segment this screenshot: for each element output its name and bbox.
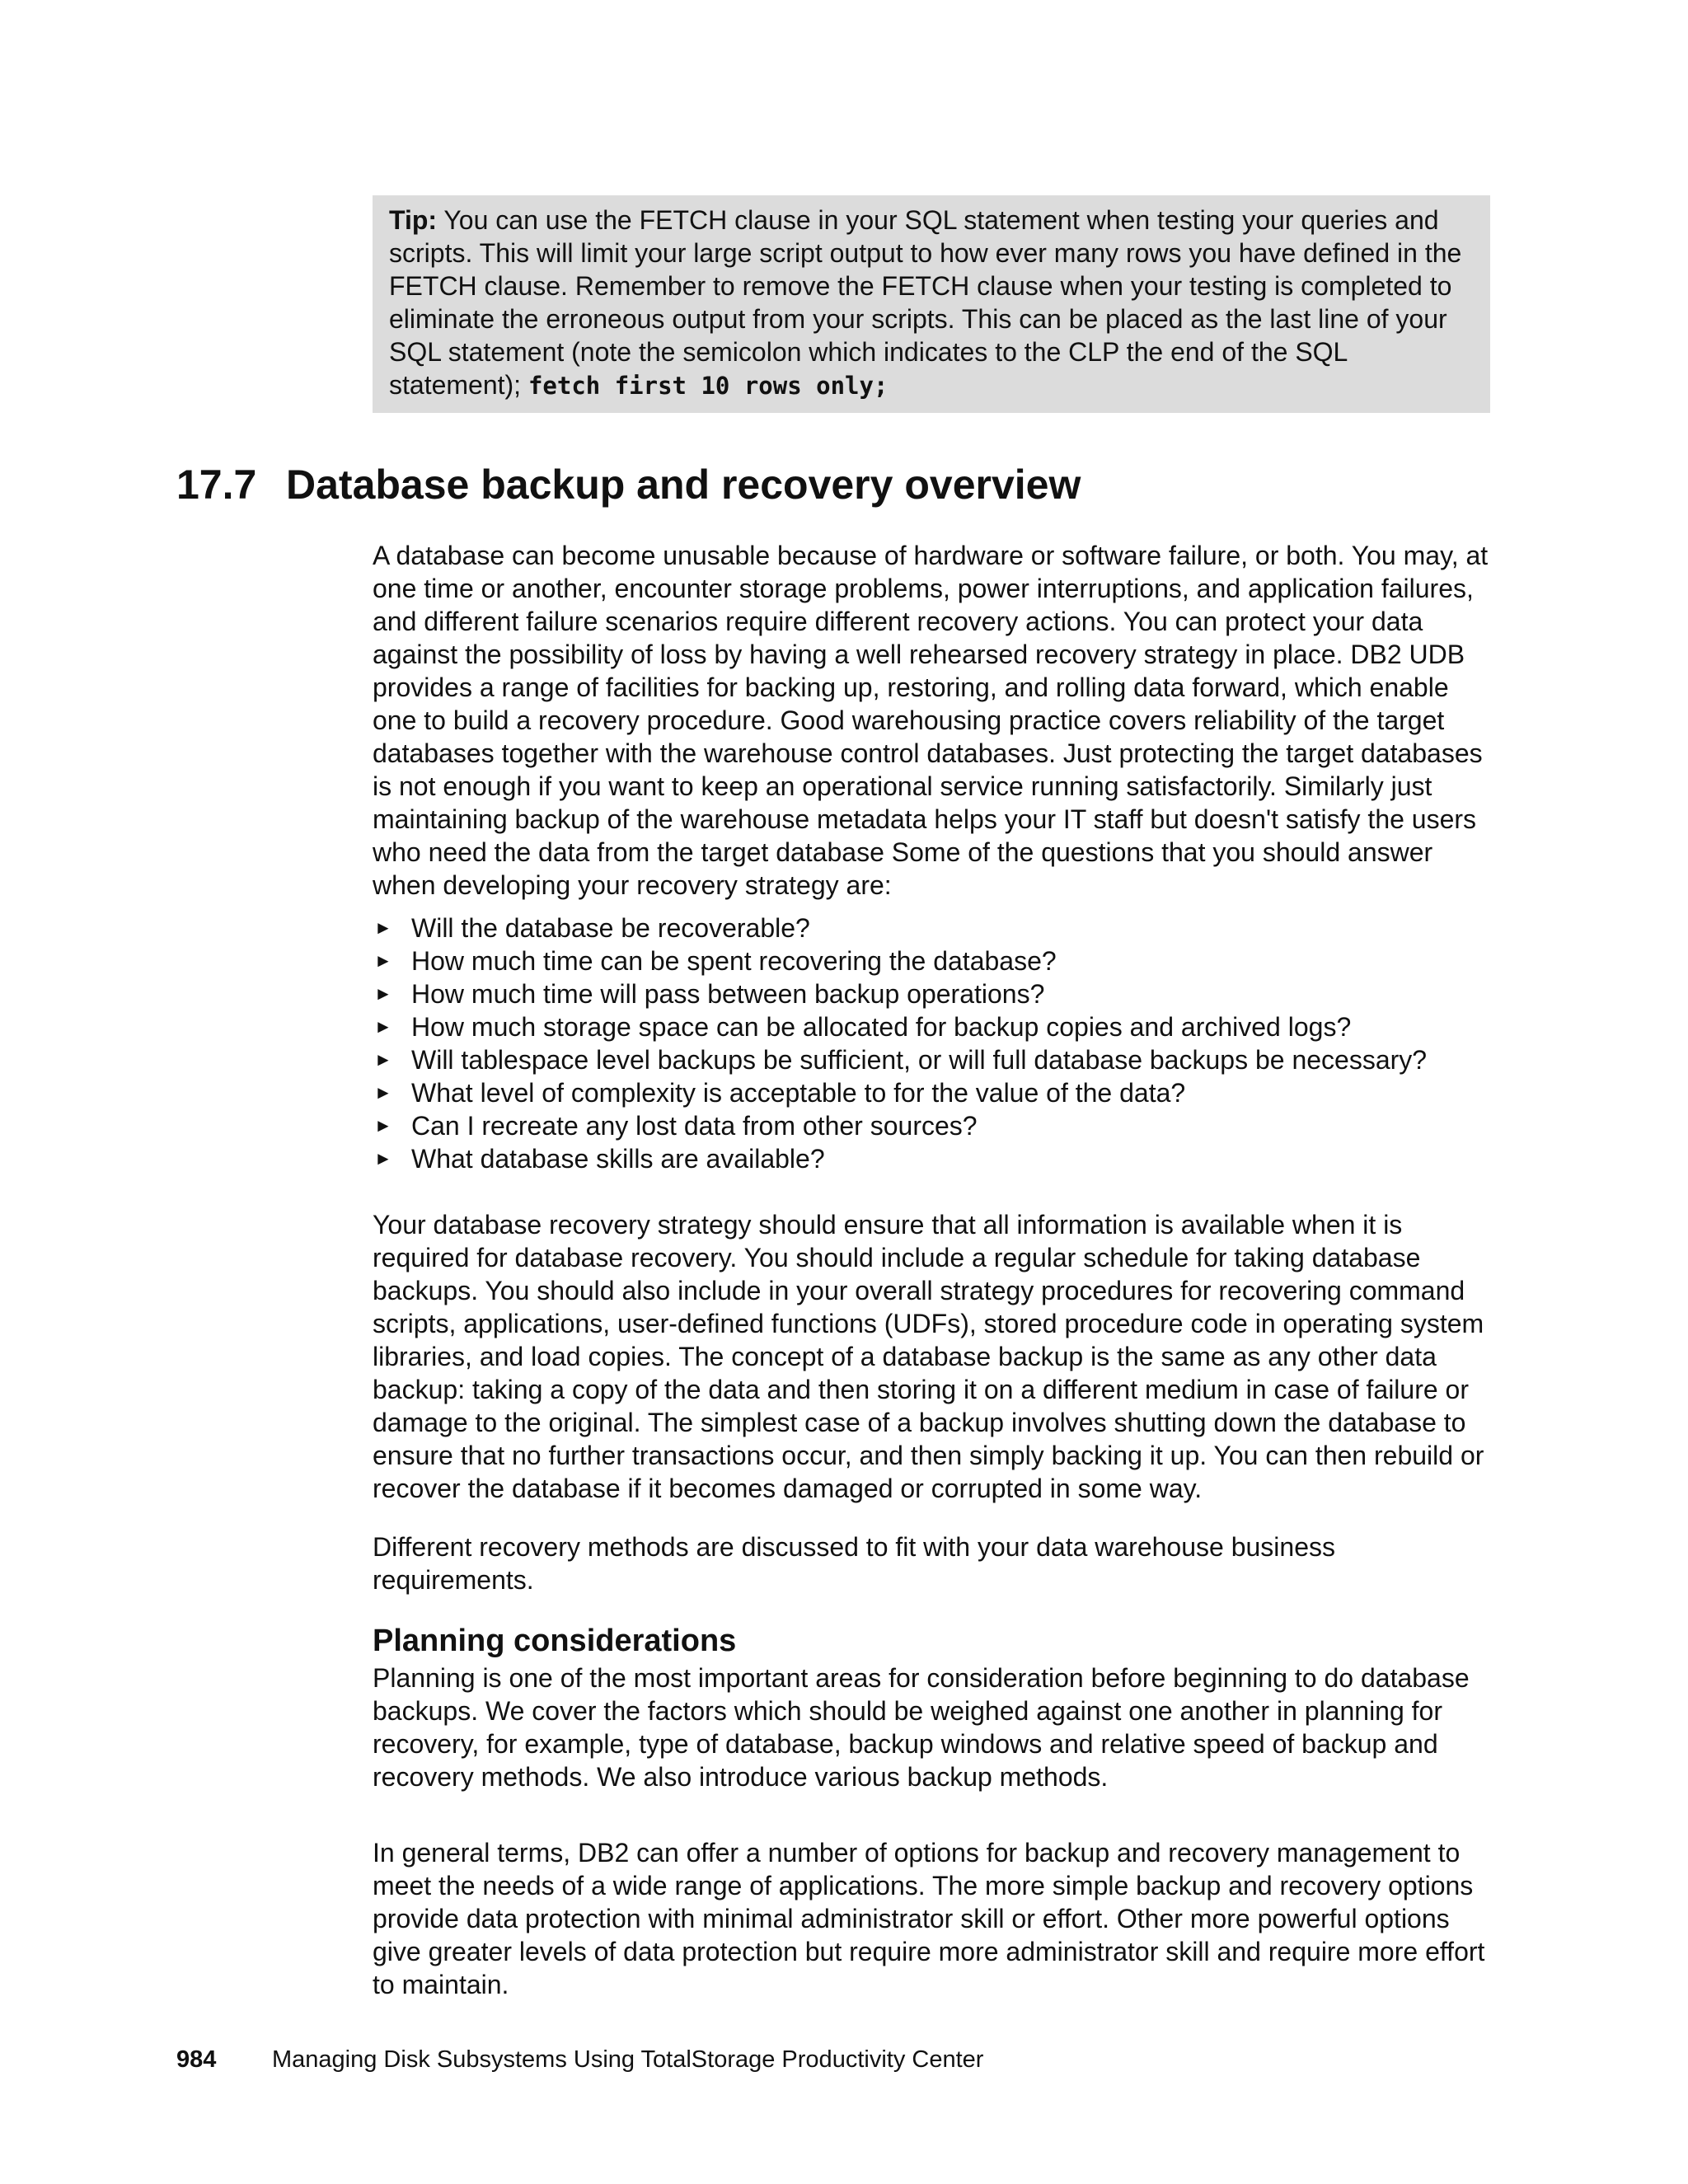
page-footer bbox=[176, 2045, 983, 2074]
bullet-arrow-icon: ► bbox=[374, 917, 392, 938]
bullet-arrow-icon: ► bbox=[374, 1115, 392, 1136]
list-item-text: How much storage space can be allocated for backup copies and archived logs? bbox=[411, 1012, 1352, 1042]
page-number: 984 bbox=[176, 2046, 217, 2073]
intro-paragraph: A database can become unusable because of hardware or software failure, or both. You may, at one time or another, encounter storage problems, power interruptions, and application failures, and different failure scenarios require different recovery actions. You can protect your data against the possibility of loss by having a well rehearsed recovery strategy in place. DB2 UDB provides a range of facilities for backing up, restoring, and rolling data forward, which enable one to build a recovery procedure. Good warehousing practice covers reliability of the target databases together with the warehouse control databases. Just protecting the target databases is not enough if you want to keep an operational service running satisfactorily. Similarly just maintaining backup of the warehouse metadata helps your IT staff but doesn't satisfy the users who need the data from the target database Some of the questions that you should answer when developing your recovery strategy are: bbox=[373, 541, 1489, 900]
tip-code: fetch first 10 rows only; bbox=[528, 372, 889, 400]
bullet-arrow-icon: ► bbox=[374, 983, 392, 1004]
tip-label: Tip: bbox=[389, 205, 438, 235]
book-title: Managing Disk Subsystems Using TotalStorage Productivity Center bbox=[272, 2046, 984, 2073]
list-item-text: Will the database be recoverable? bbox=[411, 913, 810, 943]
section-title: Database backup and recovery overview bbox=[286, 462, 1081, 508]
list-item bbox=[373, 1076, 1493, 1109]
methods-paragraph: Different recovery methods are discussed to fit with your data warehouse business requirements. bbox=[373, 1532, 1335, 1595]
list-item bbox=[373, 1010, 1493, 1043]
tip-box bbox=[373, 195, 1490, 413]
list-item-text: Will tablespace level backups be sufficient, or will full database backups be necessary? bbox=[411, 1045, 1428, 1075]
list-item bbox=[373, 1043, 1493, 1076]
list-item-text: What database skills are available? bbox=[411, 1144, 825, 1174]
list-item-text: Can I recreate any lost data from other sources? bbox=[411, 1111, 978, 1141]
bullet-arrow-icon: ► bbox=[374, 1049, 392, 1070]
list-item bbox=[373, 977, 1493, 1010]
planning-heading: Planning considerations bbox=[373, 1624, 737, 1658]
list-item-text: How much time will pass between backup operations? bbox=[411, 979, 1045, 1009]
bullet-arrow-icon: ► bbox=[374, 1148, 392, 1169]
strategy-paragraph: Your database recovery strategy should ensure that all information is available when it is required for database recovery. You should include a regular schedule for taking database backups. You should also include in your overall strategy procedures for recovering command scripts, applications, user-defined functions (UDFs), stored procedure code in operating system libraries, and load copies. The concept of a database backup is the same as any other data backup: taking a copy of the data and then storing it on a different medium in case of failure or damage to the original. The simplest case of a backup involves shutting down the database to ensure that no further transactions occur, and then simply backing it up. You can then rebuild or recover the database if it becomes damaged or corrupted in some way. bbox=[373, 1210, 1484, 1503]
section-number: 17.7 bbox=[176, 462, 257, 508]
bullet-arrow-icon: ► bbox=[374, 1082, 392, 1103]
list-item bbox=[373, 1109, 1493, 1142]
bullet-arrow-icon: ► bbox=[374, 950, 392, 971]
list-item bbox=[373, 1142, 1493, 1175]
section-heading bbox=[176, 460, 1081, 509]
tip-text: You can use the FETCH clause in your SQL statement when testing your queries and scripts. This will limit your large script output to how ever many rows you have defined in the FETCH clause. Remember to remove the FETCH clause when your testing is completed to eliminate the erroneous output from your scripts. This can be placed as the last line of your SQL statement (note the semicolon which indicates to the CLP the end of the SQL statement); bbox=[389, 205, 1462, 400]
general-paragraph: In general terms, DB2 can offer a number of options for backup and recovery management to meet the needs of a wide range of applications. The more simple backup and recovery options provide data protection with minimal administrator skill or effort. Other more powerful options give greater levels of data protection but require more administrator skill and require more effort to maintain. bbox=[373, 1838, 1485, 1999]
planning-paragraph: Planning is one of the most important areas for consideration before beginning to do database backups. We cover the factors which should be weighed against one another in planning for recovery, for example, type of database, backup windows and relative speed of backup and recovery methods. We also introduce various backup methods. bbox=[373, 1663, 1470, 1792]
list-item-text: How much time can be spent recovering the database? bbox=[411, 946, 1057, 976]
list-item bbox=[373, 912, 1493, 944]
list-item bbox=[373, 944, 1493, 977]
recovery-questions-list bbox=[373, 912, 1493, 1175]
bullet-arrow-icon: ► bbox=[374, 1016, 392, 1037]
list-item-text: What level of complexity is acceptable to for the value of the data? bbox=[411, 1078, 1186, 1108]
